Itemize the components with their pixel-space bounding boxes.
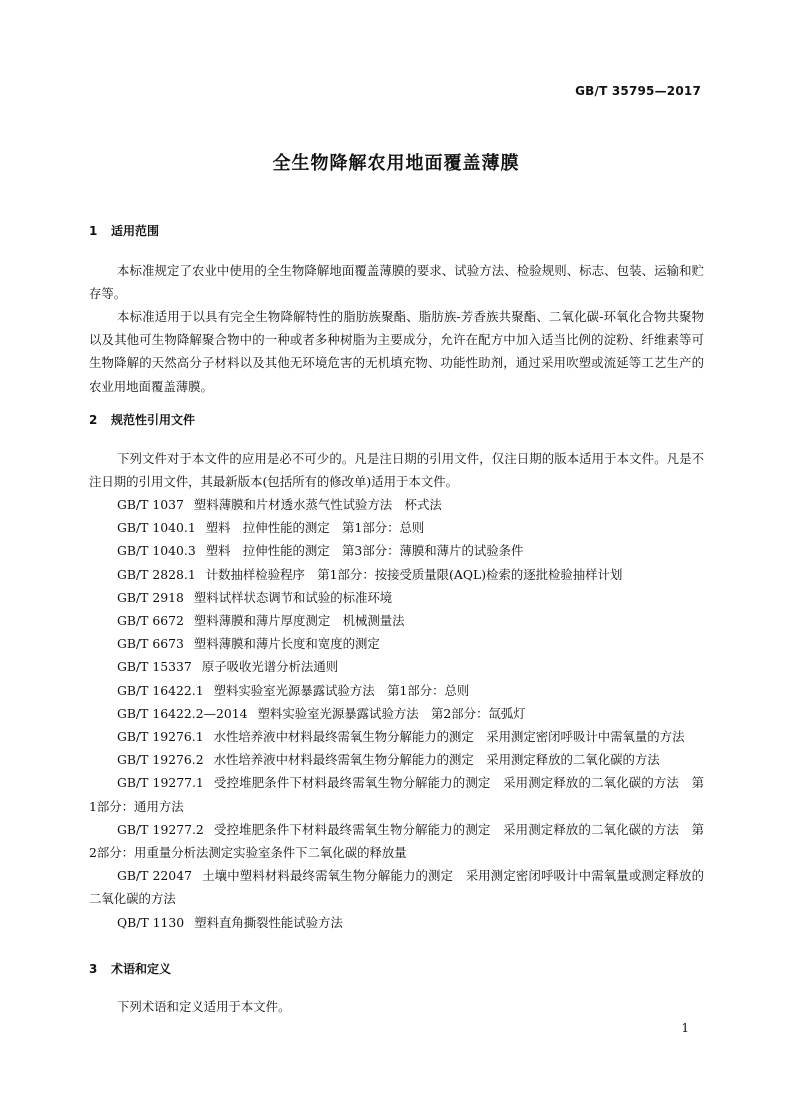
- reference-title: 塑料薄膜和薄片长度和宽度的测定: [193, 636, 380, 652]
- section-3-heading: [89, 960, 171, 977]
- reference-title: 塑料 拉伸性能的测定 第3部分：薄膜和薄片的试验条件: [205, 543, 524, 559]
- scope-paragraph-2: 本标准适用于以具有完全生物降解特性的脂肪族聚酯、脂肪族-芳香族共聚酯、二氧化碳-环氧化合物共聚物以及其他可生物降解聚合物中的一种或者多种树脂为主要成分，允许在配方中加入适当比例的淀粉、纤维素等可生物降解的天然高分子材料以及其他无环境危害的无机填充物、功能性助剂，通过采用吹塑或流延等工艺生产的农业用地面覆盖薄膜。: [89, 309, 704, 394]
- reference-code: GB/T 1040.1: [117, 520, 196, 536]
- reference-code: GB/T 19277.2: [117, 821, 204, 837]
- reference-item: [89, 725, 704, 748]
- reference-item: [89, 702, 704, 725]
- section-2-heading: [89, 411, 195, 428]
- section-number: 2: [89, 413, 98, 427]
- reference-code: GB/T 16422.2—2014: [117, 705, 248, 721]
- reference-title: 原子吸收光谱分析法通则: [201, 659, 339, 675]
- section-title: 规范性引用文件: [111, 413, 196, 427]
- section-number: 3: [89, 962, 98, 976]
- reference-item: [89, 748, 704, 771]
- reference-code: GB/T 15337: [117, 659, 192, 675]
- page-number: 1: [681, 1021, 689, 1035]
- reference-title: 计数抽样检验程序 第1部分：按接受质量限(AQL)检索的逐批检验抽样计划: [205, 566, 623, 582]
- reference-code: GB/T 1040.3: [117, 543, 196, 559]
- reference-item: [89, 539, 704, 562]
- reference-item: [89, 864, 704, 910]
- reference-title: 水性培养液中材料最终需氧生物分解能力的测定 采用测定密闭呼吸计中需氧量的方法: [213, 729, 685, 745]
- reference-code: GB/T 16422.1: [117, 682, 204, 698]
- reference-title: 塑料薄膜和片材透水蒸气性试验方法 杯式法: [193, 497, 442, 512]
- reference-title: 塑料 拉伸性能的测定 第1部分：总则: [205, 520, 425, 536]
- reference-item: [89, 818, 704, 864]
- section-1-heading: [89, 222, 159, 239]
- reference-item: [89, 609, 704, 632]
- reference-item: [89, 632, 704, 655]
- reference-item: [89, 493, 704, 516]
- reference-title: 水性培养液中材料最终需氧生物分解能力的测定 采用测定释放的二氧化碳的方法: [213, 752, 660, 768]
- reference-item: [89, 516, 704, 539]
- scope-paragraph-1: 本标准规定了农业中使用的全生物降解地面覆盖薄膜的要求、试验方法、检验规则、标志、包装、运输和贮存等。: [89, 263, 704, 302]
- reference-title: 塑料实验室光源暴露试验方法 第1部分：总则: [213, 682, 470, 698]
- document-title: 全生物降解农用地面覆盖薄膜: [272, 153, 520, 174]
- reference-code: GB/T 1037: [117, 497, 184, 512]
- reference-title: 塑料试样状态调节和试验的标准环境: [193, 589, 393, 605]
- reference-item: [89, 655, 704, 678]
- reference-code: GB/T 19276.2: [117, 752, 204, 768]
- reference-code: GB/T 6673: [117, 636, 184, 652]
- section-title: 术语和定义: [111, 962, 172, 976]
- reference-title: 土壤中塑料材料最终需氧生物分解能力的测定 采用测定密闭呼吸计中需氧量或测定释放的二氧化碳的方法: [89, 868, 704, 907]
- reference-code: GB/T 2828.1: [117, 566, 196, 582]
- reference-item: [89, 586, 704, 609]
- reference-code: GB/T 6672: [117, 613, 184, 629]
- terms-intro: 下列术语和定义适用于本文件。: [117, 999, 291, 1014]
- reference-title: 受控堆肥条件下材料最终需氧生物分解能力的测定 采用测定释放的二氧化碳的方法 第2部分：用重量分析法测定实验室条件下二氧化碳的释放量: [89, 821, 705, 861]
- reference-title: 塑料薄膜和薄片厚度测定 机械测量法: [193, 613, 405, 629]
- section-number: 1: [89, 224, 98, 238]
- reference-item: [89, 563, 704, 586]
- reference-code: GB/T 22047: [117, 868, 192, 884]
- references-intro: 下列文件对于本文件的应用是必不可少的。凡是注日期的引用文件，仅注日期的版本适用于本文件。凡是不注日期的引用文件，其最新版本(包括所有的修改单)适用于本文件。: [89, 451, 704, 490]
- reference-title: 塑料直角撕裂性能试验方法: [194, 914, 343, 930]
- reference-code: QB/T 1130: [117, 914, 185, 930]
- reference-code: GB/T 19277.1: [117, 775, 204, 791]
- reference-list: [89, 493, 704, 934]
- reference-code: GB/T 2918: [117, 589, 184, 605]
- reference-item: [89, 911, 704, 934]
- reference-title: 塑料实验室光源暴露试验方法 第2部分：氙弧灯: [257, 705, 526, 721]
- standard-number: GB/T 35795—2017: [575, 84, 701, 98]
- reference-code: GB/T 19276.1: [117, 729, 204, 745]
- section-title: 适用范围: [111, 224, 160, 238]
- reference-title: 受控堆肥条件下材料最终需氧生物分解能力的测定 采用测定释放的二氧化碳的方法 第1部分：通用方法: [89, 775, 705, 814]
- reference-item: [89, 679, 704, 702]
- reference-item: [89, 771, 704, 817]
